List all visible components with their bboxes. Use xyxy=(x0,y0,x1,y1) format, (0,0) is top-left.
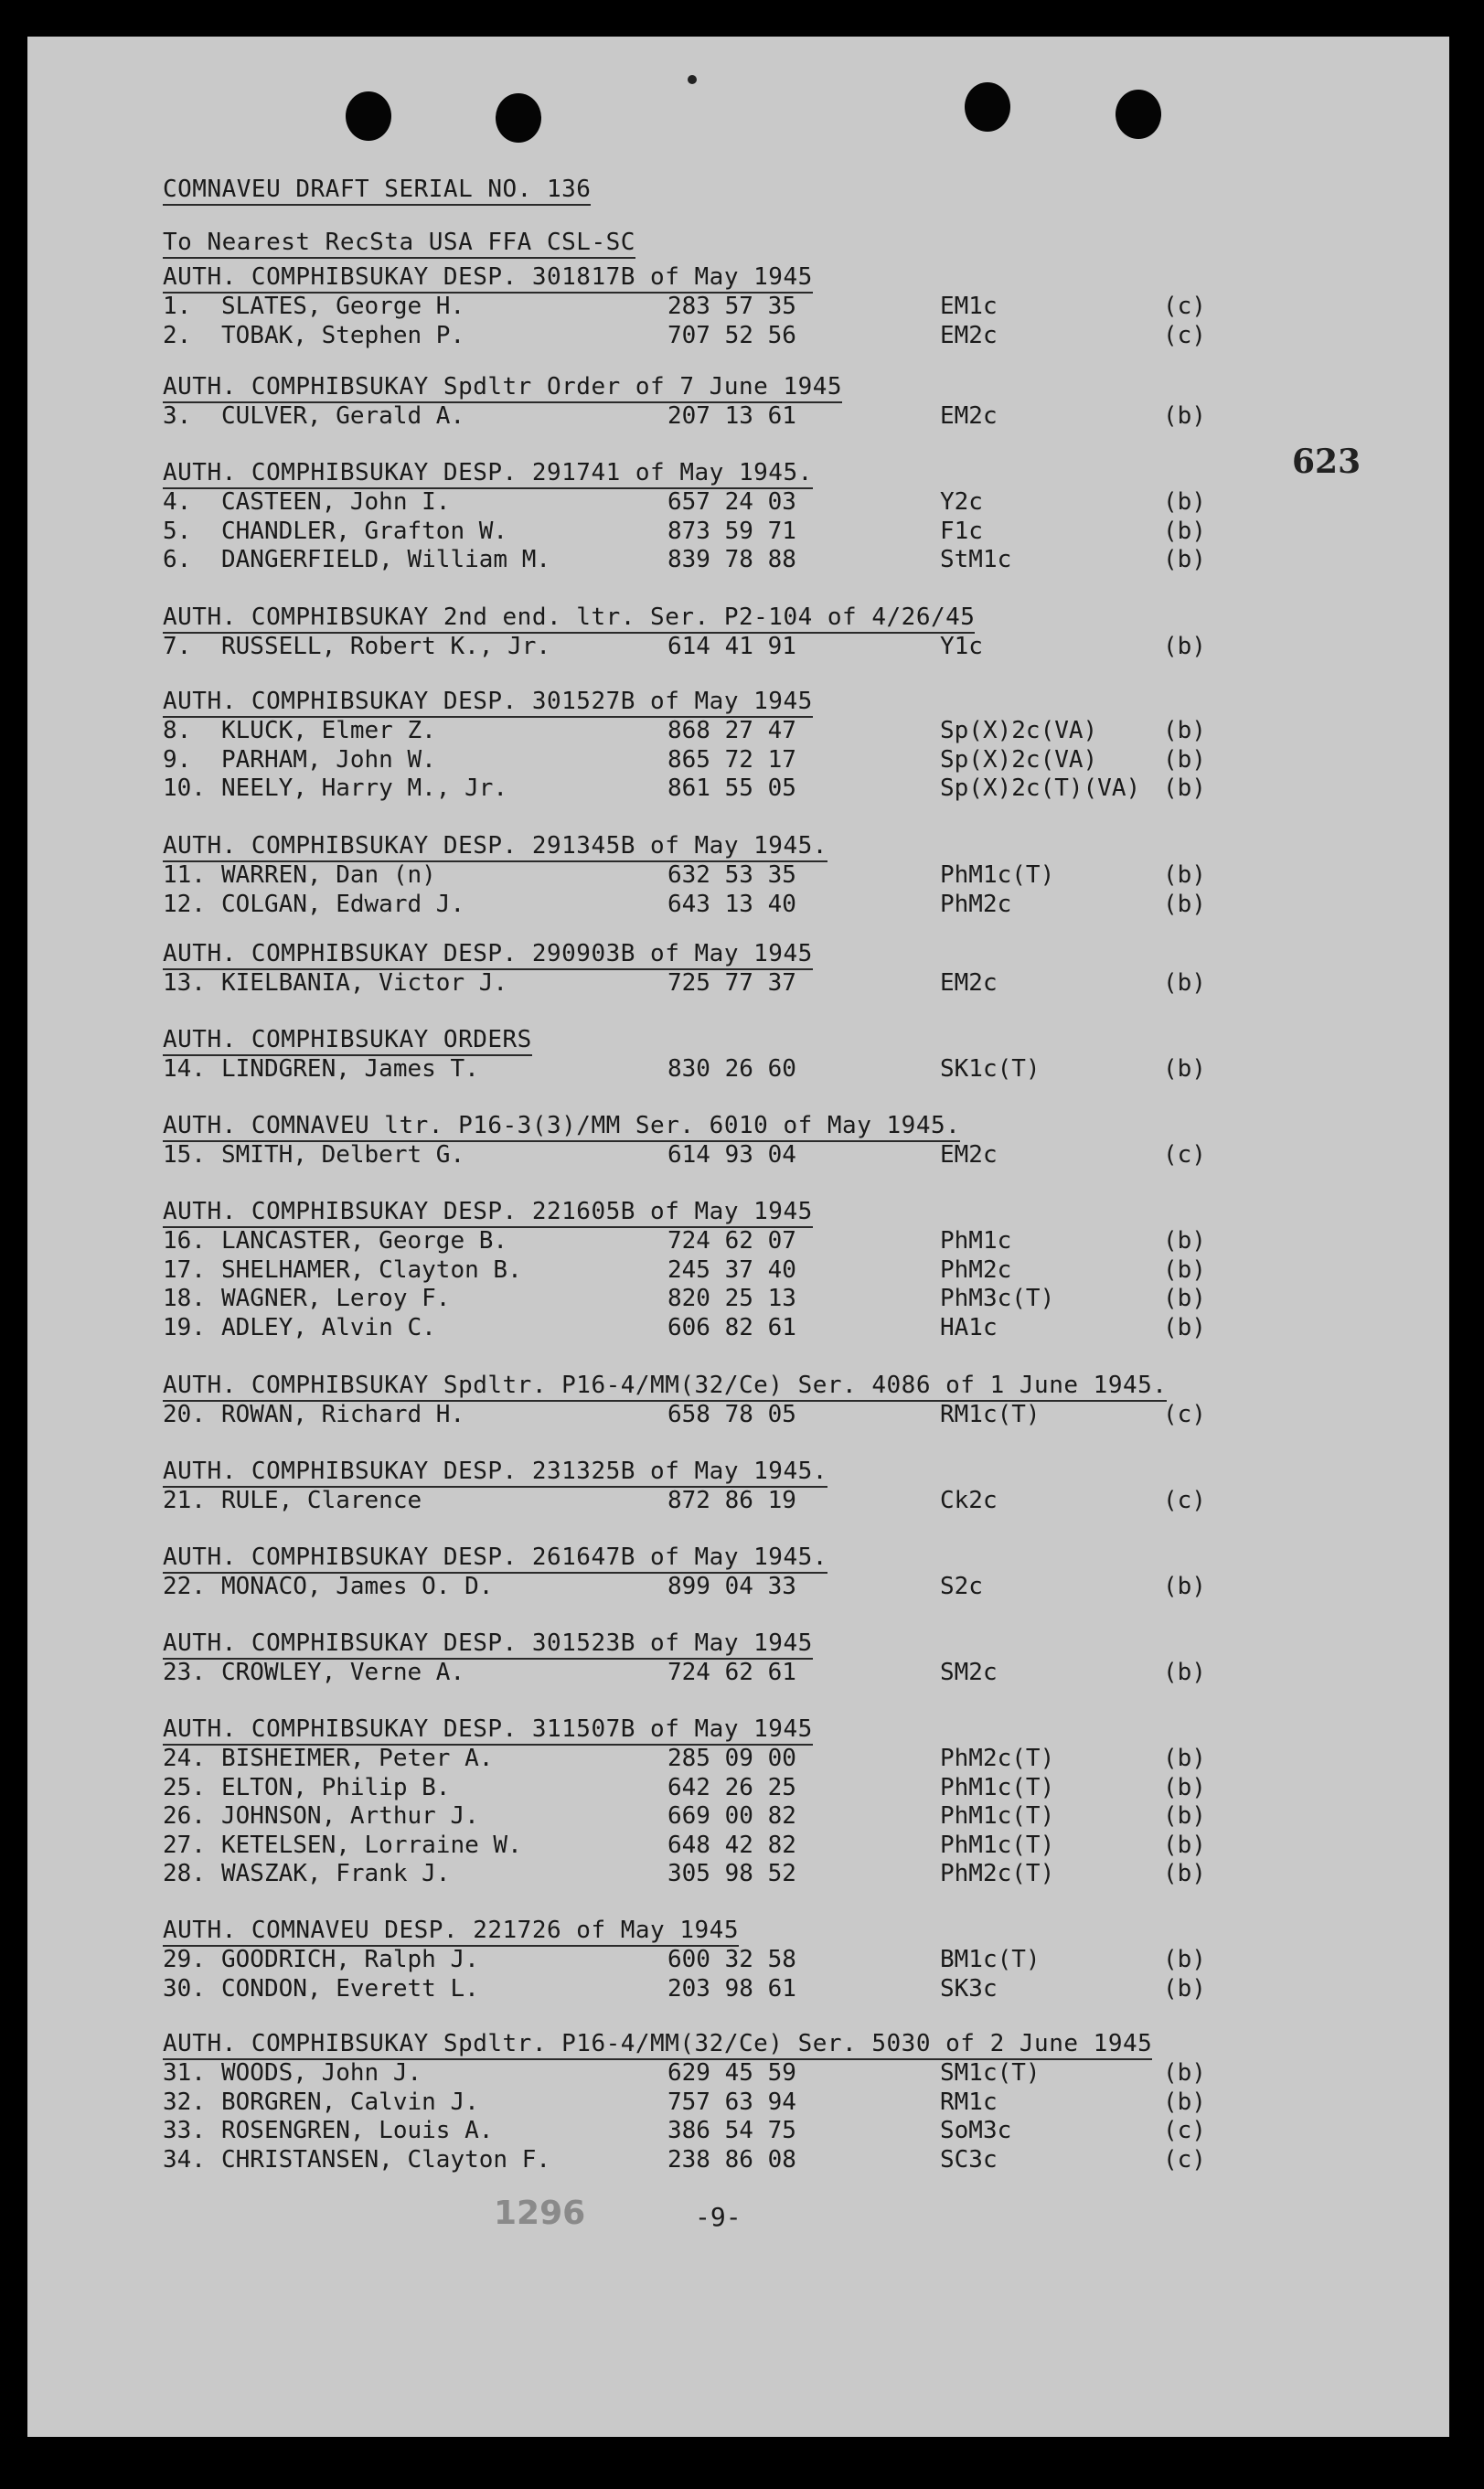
roster-row xyxy=(163,1055,1260,1084)
rating: PhM2c(T) xyxy=(940,1745,1055,1772)
service-number: 642 26 25 xyxy=(667,1773,796,1801)
stamp-number: 1296 xyxy=(494,2195,586,2232)
category-code: (b) xyxy=(1163,890,1206,918)
sailor-name: CONDON, Everett L. xyxy=(221,1974,479,2003)
punch-hole-2 xyxy=(496,93,541,143)
row-number: 30. xyxy=(163,1974,206,2003)
row-number: 18. xyxy=(163,1285,206,1312)
auth-line: AUTH. COMNAVEU ltr. P16-3(3)/MM Ser. 6010 of May 1945. xyxy=(163,1112,960,1142)
punch-hole-4 xyxy=(1116,90,1161,139)
sailor-name: CASTEEN, John I. xyxy=(221,488,451,516)
row-number: 32. xyxy=(163,2088,206,2116)
category-code: (b) xyxy=(1163,774,1206,802)
row-number: 14. xyxy=(163,1055,206,1083)
category-code: (b) xyxy=(1163,1255,1206,1284)
sailor-name: LANCASTER, George B. xyxy=(221,1227,508,1255)
rating: EM2c xyxy=(940,1141,998,1169)
category-code: (b) xyxy=(1163,402,1206,430)
sailor-name: MONACO, James O. D. xyxy=(221,1573,494,1600)
rating: PhM2c xyxy=(940,1255,1012,1284)
rating: PhM2c(T) xyxy=(940,1860,1055,1887)
rating: Ck2c xyxy=(940,1487,998,1514)
service-number: 600 32 58 xyxy=(667,1946,796,1973)
rating: SM1c(T) xyxy=(940,2059,1041,2087)
row-number: 22. xyxy=(163,1573,206,1600)
sailor-name: BORGREN, Calvin J. xyxy=(221,2088,479,2116)
category-code: (b) xyxy=(1163,1974,1206,2003)
row-number: 26. xyxy=(163,1802,206,1830)
row-number: 20. xyxy=(163,1401,206,1428)
sailor-name: JOHNSON, Arthur J. xyxy=(221,1802,479,1830)
category-code: (b) xyxy=(1163,1659,1206,1686)
roster-row xyxy=(163,1256,1260,1285)
roster-row xyxy=(163,402,1260,431)
service-number: 285 09 00 xyxy=(667,1745,796,1772)
category-code: (b) xyxy=(1163,2059,1206,2087)
sailor-name: WAGNER, Leroy F. xyxy=(221,1285,451,1312)
roster-row xyxy=(163,322,1260,350)
category-code: (c) xyxy=(1163,1487,1206,1514)
service-number: 245 37 40 xyxy=(667,1255,796,1284)
service-number: 632 53 35 xyxy=(667,861,796,889)
category-code: (c) xyxy=(1163,2145,1206,2174)
row-number: 9. xyxy=(163,745,192,774)
row-number: 16. xyxy=(163,1227,206,1255)
roster-row xyxy=(163,546,1260,574)
row-number: 11. xyxy=(163,861,206,889)
roster-row xyxy=(163,2117,1260,2145)
category-code: (b) xyxy=(1163,1802,1206,1830)
rating: SM2c xyxy=(940,1659,998,1686)
rating: PhM1c xyxy=(940,1227,1012,1255)
sailor-name: TOBAK, Stephen P. xyxy=(221,321,465,349)
category-code: (b) xyxy=(1163,1946,1206,1973)
sailor-name: WARREN, Dan (n) xyxy=(221,861,436,889)
row-number: 3. xyxy=(163,402,192,430)
auth-line: AUTH. COMPHIBSUKAY DESP. 311507B of May 1945 xyxy=(163,1715,813,1746)
rating: PhM1c(T) xyxy=(940,1831,1055,1859)
rating: EM2c xyxy=(940,321,998,349)
category-code: (b) xyxy=(1163,969,1206,997)
service-number: 606 82 61 xyxy=(667,1313,796,1341)
roster-row xyxy=(163,1573,1260,1601)
auth-line: AUTH. COMPHIBSUKAY DESP. 301523B of May 1945 xyxy=(163,1629,813,1660)
auth-line: AUTH. COMPHIBSUKAY DESP. 291345B of May 1945. xyxy=(163,832,827,862)
row-number: 23. xyxy=(163,1659,206,1686)
row-number: 13. xyxy=(163,969,206,997)
service-number: 865 72 17 xyxy=(667,745,796,774)
service-number: 724 62 61 xyxy=(667,1659,796,1686)
service-number: 724 62 07 xyxy=(667,1227,796,1255)
sailor-name: BISHEIMER, Peter A. xyxy=(221,1745,494,1772)
roster-row xyxy=(163,1975,1260,2003)
rating: PhM2c xyxy=(940,890,1012,918)
row-number: 7. xyxy=(163,633,192,660)
auth-line: AUTH. COMPHIBSUKAY DESP. 221605B of May 1945 xyxy=(163,1198,813,1228)
auth-line: AUTH. COMPHIBSUKAY DESP. 290903B of May 1945 xyxy=(163,940,813,970)
service-number: 614 41 91 xyxy=(667,633,796,660)
auth-line: AUTH. COMPHIBSUKAY Spdltr Order of 7 June 1945 xyxy=(163,373,842,403)
rating: Y1c xyxy=(940,633,983,660)
category-code: (c) xyxy=(1163,293,1206,320)
row-number: 10. xyxy=(163,774,206,802)
service-number: 830 26 60 xyxy=(667,1055,796,1083)
rating: PhM1c(T) xyxy=(940,1773,1055,1801)
category-code: (b) xyxy=(1163,1860,1206,1887)
roster-row xyxy=(163,1285,1260,1313)
service-number: 820 25 13 xyxy=(667,1285,796,1312)
destination-line: To Nearest RecSta USA FFA CSL-SC xyxy=(163,229,635,259)
sailor-name: GOODRICH, Ralph J. xyxy=(221,1946,479,1973)
service-number: 725 77 37 xyxy=(667,969,796,997)
roster-row xyxy=(163,1860,1260,1888)
auth-line: AUTH. COMPHIBSUKAY Spdltr. P16-4/MM(32/Ce) Ser. 4086 of 1 June 1945. xyxy=(163,1372,1167,1402)
sailor-name: WASZAK, Frank J. xyxy=(221,1860,451,1887)
auth-line: AUTH. COMPHIBSUKAY DESP. 291741 of May 1945. xyxy=(163,459,813,489)
sailor-name: SHELHAMER, Clayton B. xyxy=(221,1255,522,1284)
rating: SoM3c xyxy=(940,2117,1012,2144)
rating: PhM3c(T) xyxy=(940,1285,1055,1312)
sailor-name: ROSENGREN, Louis A. xyxy=(221,2117,494,2144)
service-number: 861 55 05 xyxy=(667,774,796,802)
sailor-name: KIELBANIA, Victor J. xyxy=(221,969,508,997)
rating: SK3c xyxy=(940,1974,998,2003)
sailor-name: ROWAN, Richard H. xyxy=(221,1401,465,1428)
roster-row xyxy=(163,2088,1260,2117)
roster-row xyxy=(163,1659,1260,1687)
sailor-name: RUSSELL, Robert K., Jr. xyxy=(221,633,551,660)
roster-row xyxy=(163,1946,1260,1974)
punch-hole-1 xyxy=(346,91,391,141)
roster-row xyxy=(163,633,1260,661)
sailor-name: ELTON, Philip B. xyxy=(221,1773,451,1801)
sailor-name: KLUCK, Elmer Z. xyxy=(221,717,436,744)
category-code: (b) xyxy=(1163,1745,1206,1772)
category-code: (c) xyxy=(1163,1401,1206,1428)
row-number: 28. xyxy=(163,1860,206,1887)
roster-row xyxy=(163,1314,1260,1342)
row-number: 19. xyxy=(163,1313,206,1341)
sailor-name: CULVER, Gerald A. xyxy=(221,402,465,430)
rating: Y2c xyxy=(940,488,983,516)
category-code: (b) xyxy=(1163,633,1206,660)
category-code: (b) xyxy=(1163,2088,1206,2116)
service-number: 305 98 52 xyxy=(667,1860,796,1887)
rating: F1c xyxy=(940,517,983,545)
roster-row xyxy=(163,1832,1260,1860)
row-number: 31. xyxy=(163,2059,206,2087)
roster-row xyxy=(163,2059,1260,2088)
ink-speck xyxy=(688,75,697,84)
sailor-name: RULE, Clarence xyxy=(221,1487,422,1514)
service-number: 757 63 94 xyxy=(667,2088,796,2116)
service-number: 614 93 04 xyxy=(667,1141,796,1169)
draft-title: COMNAVEU DRAFT SERIAL NO. 136 xyxy=(163,176,591,206)
sailor-name: DANGERFIELD, William M. xyxy=(221,546,551,573)
category-code: (b) xyxy=(1163,1773,1206,1801)
auth-line: AUTH. COMPHIBSUKAY Spdltr. P16-4/MM(32/Ce) Ser. 5030 of 2 June 1945 xyxy=(163,2030,1152,2060)
service-number: 386 54 75 xyxy=(667,2117,796,2144)
rating: S2c xyxy=(940,1573,983,1600)
roster-row xyxy=(163,1141,1260,1170)
service-number: 899 04 33 xyxy=(667,1573,796,1600)
service-number: 868 27 47 xyxy=(667,717,796,744)
service-number: 283 57 35 xyxy=(667,293,796,320)
category-code: (b) xyxy=(1163,745,1206,774)
rating: BM1c(T) xyxy=(940,1946,1041,1973)
auth-line: AUTH. COMPHIBSUKAY DESP. 301527B of May 1945 xyxy=(163,688,813,718)
row-number: 1. xyxy=(163,293,192,320)
auth-line: AUTH. COMPHIBSUKAY DESP. 231325B of May 1945. xyxy=(163,1458,827,1488)
roster-row xyxy=(163,293,1260,321)
service-number: 839 78 88 xyxy=(667,546,796,573)
roster-row xyxy=(163,2146,1260,2174)
category-code: (b) xyxy=(1163,861,1206,889)
row-number: 25. xyxy=(163,1773,206,1801)
roster-row xyxy=(163,891,1260,919)
row-number: 24. xyxy=(163,1745,206,1772)
row-number: 29. xyxy=(163,1946,206,1973)
sailor-name: CROWLEY, Verne A. xyxy=(221,1659,465,1686)
auth-line: AUTH. COMPHIBSUKAY 2nd end. ltr. Ser. P2-104 of 4/26/45 xyxy=(163,604,975,634)
roster-row xyxy=(163,717,1260,745)
category-code: (b) xyxy=(1163,1573,1206,1600)
sailor-name: CHRISTANSEN, Clayton F. xyxy=(221,2145,551,2174)
roster-row xyxy=(163,1227,1260,1255)
rating: Sp(X)2c(VA) xyxy=(940,717,1098,744)
roster-row xyxy=(163,746,1260,774)
roster-row xyxy=(163,1487,1260,1515)
category-code: (c) xyxy=(1163,1141,1206,1169)
service-number: 657 24 03 xyxy=(667,488,796,516)
category-code: (b) xyxy=(1163,546,1206,573)
service-number: 669 00 82 xyxy=(667,1802,796,1830)
category-code: (b) xyxy=(1163,1313,1206,1341)
rating: SC3c xyxy=(940,2145,998,2174)
rating: PhM1c(T) xyxy=(940,1802,1055,1830)
category-code: (c) xyxy=(1163,321,1206,349)
row-number: 34. xyxy=(163,2145,206,2174)
page-number: 623 xyxy=(1292,443,1361,481)
sailor-name: SMITH, Delbert G. xyxy=(221,1141,465,1169)
rating: RM1c xyxy=(940,2088,998,2116)
sailor-name: SLATES, George H. xyxy=(221,293,465,320)
row-number: 33. xyxy=(163,2117,206,2144)
rating: PhM1c(T) xyxy=(940,861,1055,889)
roster-row xyxy=(163,861,1260,890)
service-number: 873 59 71 xyxy=(667,517,796,545)
auth-line: AUTH. COMNAVEU DESP. 221726 of May 1945 xyxy=(163,1917,739,1947)
auth-line: AUTH. COMPHIBSUKAY ORDERS xyxy=(163,1026,532,1056)
roster-row xyxy=(163,1774,1260,1802)
auth-line: AUTH. COMPHIBSUKAY DESP. 301817B of May 1945 xyxy=(163,263,813,294)
row-number: 21. xyxy=(163,1487,206,1514)
roster-row xyxy=(163,969,1260,998)
service-number: 643 13 40 xyxy=(667,890,796,918)
rating: RM1c(T) xyxy=(940,1401,1041,1428)
roster-row xyxy=(163,488,1260,517)
category-code: (b) xyxy=(1163,717,1206,744)
roster-row xyxy=(163,1401,1260,1429)
category-code: (b) xyxy=(1163,1831,1206,1859)
service-number: 707 52 56 xyxy=(667,321,796,349)
category-code: (c) xyxy=(1163,2117,1206,2144)
rating: Sp(X)2c(VA) xyxy=(940,745,1098,774)
roster-row xyxy=(163,1745,1260,1773)
footer-page-number: -9- xyxy=(695,2202,742,2232)
row-number: 2. xyxy=(163,321,192,349)
service-number: 872 86 19 xyxy=(667,1487,796,1514)
service-number: 203 98 61 xyxy=(667,1974,796,2003)
punch-hole-3 xyxy=(965,82,1010,132)
rating: EM2c xyxy=(940,402,998,430)
auth-line: AUTH. COMPHIBSUKAY DESP. 261647B of May 1945. xyxy=(163,1544,827,1574)
row-number: 15. xyxy=(163,1141,206,1169)
category-code: (b) xyxy=(1163,488,1206,516)
row-number: 4. xyxy=(163,488,192,516)
category-code: (b) xyxy=(1163,1285,1206,1312)
rating: HA1c xyxy=(940,1313,998,1341)
roster-row xyxy=(163,1802,1260,1831)
category-code: (b) xyxy=(1163,1055,1206,1083)
service-number: 629 45 59 xyxy=(667,2059,796,2087)
category-code: (b) xyxy=(1163,517,1206,545)
service-number: 658 78 05 xyxy=(667,1401,796,1428)
rating: Sp(X)2c(T)(VA) xyxy=(940,774,1141,802)
service-number: 238 86 08 xyxy=(667,2145,796,2174)
roster-row xyxy=(163,518,1260,546)
rating: SK1c(T) xyxy=(940,1055,1041,1083)
roster-row xyxy=(163,774,1260,803)
row-number: 27. xyxy=(163,1831,206,1859)
sailor-name: KETELSEN, Lorraine W. xyxy=(221,1831,522,1859)
sailor-name: COLGAN, Edward J. xyxy=(221,890,465,918)
category-code: (b) xyxy=(1163,1227,1206,1255)
sailor-name: LINDGREN, James T. xyxy=(221,1055,479,1083)
service-number: 648 42 82 xyxy=(667,1831,796,1859)
sailor-name: NEELY, Harry M., Jr. xyxy=(221,774,508,802)
sailor-name: PARHAM, John W. xyxy=(221,745,436,774)
document-page xyxy=(27,37,1449,2437)
service-number: 207 13 61 xyxy=(667,402,796,430)
rating: EM2c xyxy=(940,969,998,997)
row-number: 5. xyxy=(163,517,192,545)
rating: StM1c xyxy=(940,546,1012,573)
sailor-name: WOODS, John J. xyxy=(221,2059,422,2087)
sailor-name: ADLEY, Alvin C. xyxy=(221,1313,436,1341)
row-number: 6. xyxy=(163,546,192,573)
sailor-name: CHANDLER, Grafton W. xyxy=(221,517,508,545)
rating: EM1c xyxy=(940,293,998,320)
row-number: 8. xyxy=(163,717,192,744)
row-number: 17. xyxy=(163,1255,206,1284)
row-number: 12. xyxy=(163,890,206,918)
